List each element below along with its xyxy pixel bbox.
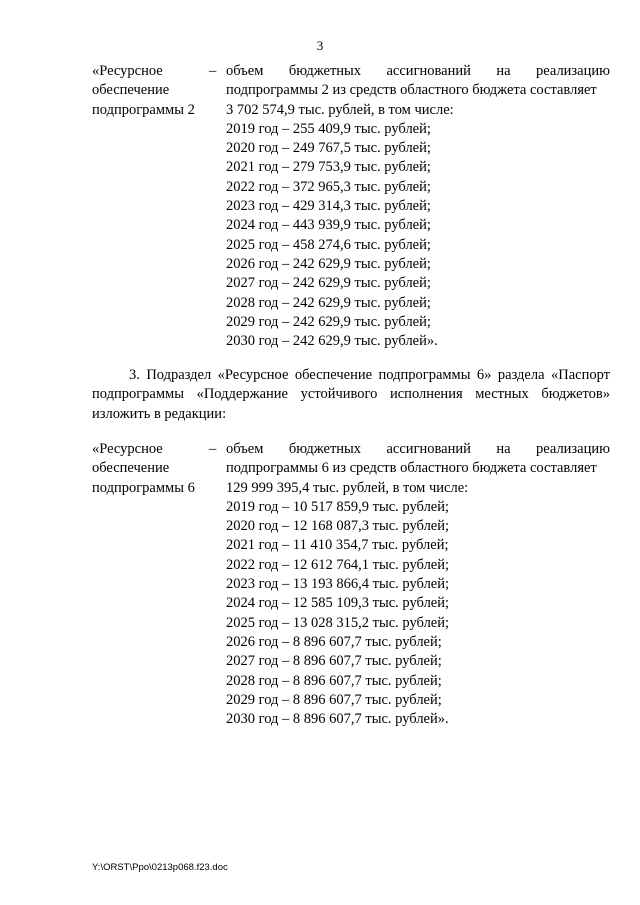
intro-word: реализацию <box>536 441 610 457</box>
intro-word: на <box>496 63 511 79</box>
page-number: 3 <box>316 38 324 53</box>
year-line: 2021 год – 279 753,9 тыс. рублей; <box>226 159 431 176</box>
intro-word: бюджетных <box>288 63 362 79</box>
intro-first-line <box>226 62 610 81</box>
year-line: 2029 год – 242 629,9 тыс. рублей; <box>226 313 431 330</box>
block-label <box>92 440 212 498</box>
intro-word: объем <box>226 441 264 457</box>
year-line: 2029 год – 8 896 607,7 тыс. рублей; <box>226 691 442 708</box>
label-line: «Ресурсное <box>92 63 163 79</box>
label-line: подпрограммы 6 <box>92 479 195 496</box>
intro-word: ассигнований <box>386 441 471 457</box>
intro-first-line <box>226 440 610 459</box>
year-line: 2023 год – 13 193 866,4 тыс. рублей; <box>226 576 450 593</box>
intro-word: объем <box>226 63 264 79</box>
year-line: 2027 год – 242 629,9 тыс. рублей; <box>226 275 431 292</box>
year-line: 2022 год – 372 965,3 тыс. рублей; <box>226 178 431 195</box>
year-line: 2019 год – 10 517 859,9 тыс. рублей; <box>226 498 450 515</box>
year-line: 2026 год – 8 896 607,7 тыс. рублей; <box>226 633 442 650</box>
label-line: обеспечение <box>92 82 170 99</box>
year-line: 2028 год – 242 629,9 тыс. рублей; <box>226 294 431 311</box>
year-line: 2022 год – 12 612 764,1 тыс. рублей; <box>226 556 450 573</box>
footer-file-path: Y:\ORST\Ppo\0213p068.f23.doc <box>92 862 228 873</box>
year-line: 2025 год – 13 028 315,2 тыс. рублей; <box>226 614 450 631</box>
intro-line: подпрограммы 6 из средств областного бюджета составляет <box>226 460 597 477</box>
year-line: 2025 год – 458 274,6 тыс. рублей; <box>226 236 431 253</box>
year-line: 2020 год – 12 168 087,3 тыс. рублей; <box>226 518 450 535</box>
year-line: 2023 год – 429 314,3 тыс. рублей; <box>226 198 431 215</box>
year-line: 2020 год – 249 767,5 тыс. рублей; <box>226 140 431 157</box>
block-content <box>226 62 610 351</box>
year-line: 2030 год – 242 629,9 тыс. рублей». <box>226 333 438 350</box>
intro-word: бюджетных <box>288 441 362 457</box>
intro-line: подпрограммы 2 из средств областного бюджета составляет <box>226 82 597 99</box>
dash-separator: – <box>209 63 217 79</box>
intro-word: ассигнований <box>386 63 471 79</box>
year-line: 2024 год – 443 939,9 тыс. рублей; <box>226 217 431 234</box>
label-line: «Ресурсное <box>92 441 163 457</box>
year-line: 2019 год – 255 409,9 тыс. рублей; <box>226 120 431 137</box>
dash-separator: – <box>209 441 217 457</box>
year-line: 2021 год – 11 410 354,7 тыс. рублей; <box>226 537 449 554</box>
label-line: обеспечение <box>92 460 170 477</box>
intro-line: 3 702 574,9 тыс. рублей, в том числе: <box>226 101 454 118</box>
intro-word: реализацию <box>536 63 610 79</box>
block-content <box>226 440 610 729</box>
intro-line: 129 999 395,4 тыс. рублей, в том числе: <box>226 479 469 496</box>
year-line: 2030 год – 8 896 607,7 тыс. рублей». <box>226 711 449 728</box>
intro-word: на <box>496 441 511 457</box>
year-line: 2026 год – 242 629,9 тыс. рублей; <box>226 255 431 272</box>
block-label <box>92 62 212 120</box>
year-line: 2024 год – 12 585 109,3 тыс. рублей; <box>226 595 450 612</box>
year-line: 2027 год – 8 896 607,7 тыс. рублей; <box>226 653 442 670</box>
label-line: подпрограммы 2 <box>92 101 195 118</box>
year-line: 2028 год – 8 896 607,7 тыс. рублей; <box>226 672 442 689</box>
amendment-paragraph-3: 3. Подраздел «Ресурсное обеспечение подпрограммы 6» раздела «Паспорт подпрограммы «Поддержание устойчивого исполнения местных бюджетов» изложить в редакции: <box>92 367 610 422</box>
